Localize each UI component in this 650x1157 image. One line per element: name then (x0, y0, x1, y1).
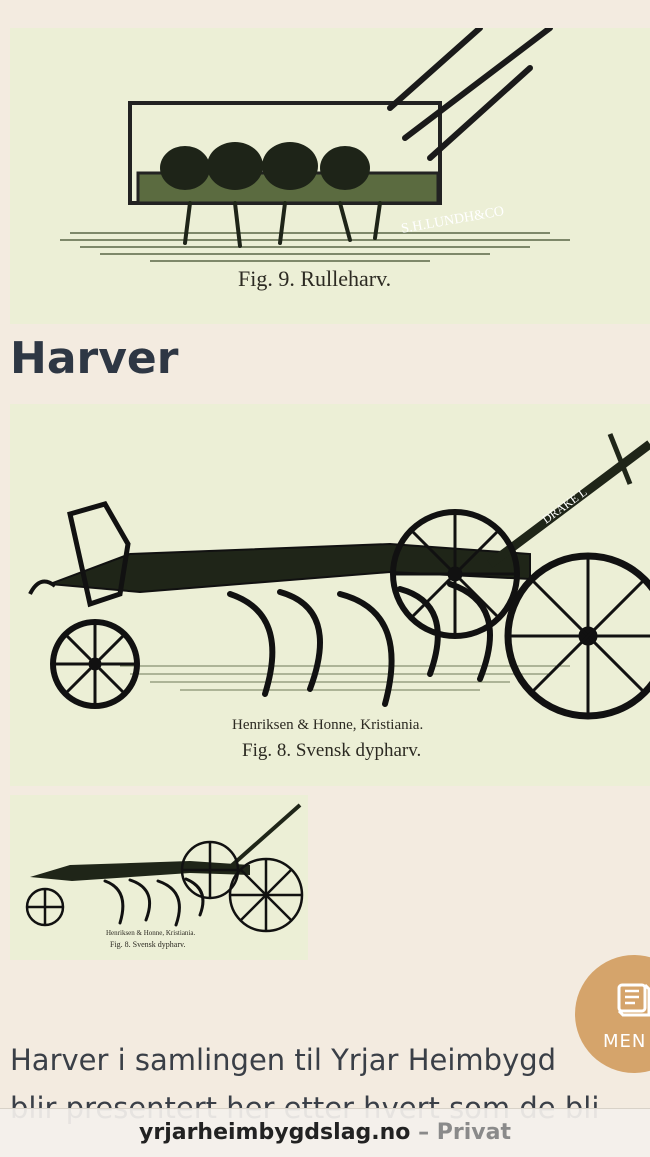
figure9-caption: Fig. 9. Rulleharv. (238, 266, 392, 291)
handle-mark: DRAKE L (539, 484, 590, 527)
figure8-caption: Fig. 8. Svensk dypharv. (242, 740, 422, 761)
menu-label: MEN (603, 1031, 647, 1052)
figure-rulleharv-image[interactable] (10, 28, 650, 324)
private-mode-label: Privat (436, 1120, 511, 1145)
figure-svensk-dypharv-image[interactable] (10, 404, 650, 786)
thumbnail-maker: Henriksen & Honne, Kristiania. (106, 929, 196, 937)
top-strip (0, 0, 650, 28)
section-heading: Harver (10, 333, 179, 384)
figure-svensk-dypharv-thumbnail[interactable] (10, 795, 308, 960)
intro-line-1: Harver i samlingen til Yrjar Heimbygd (10, 1043, 557, 1077)
browser-url-bar[interactable] (0, 1108, 650, 1157)
thumbnail-caption: Fig. 8. Svensk dypharv. (110, 940, 186, 949)
figure8-maker: Henriksen & Honne, Kristiania. (232, 717, 424, 733)
url-separator: – (410, 1120, 437, 1145)
maker-mark: S.H.LUNDH&CO (400, 204, 506, 237)
url-domain: yrjarheimbygdslag.no (139, 1120, 411, 1145)
book-icon (613, 979, 650, 1024)
